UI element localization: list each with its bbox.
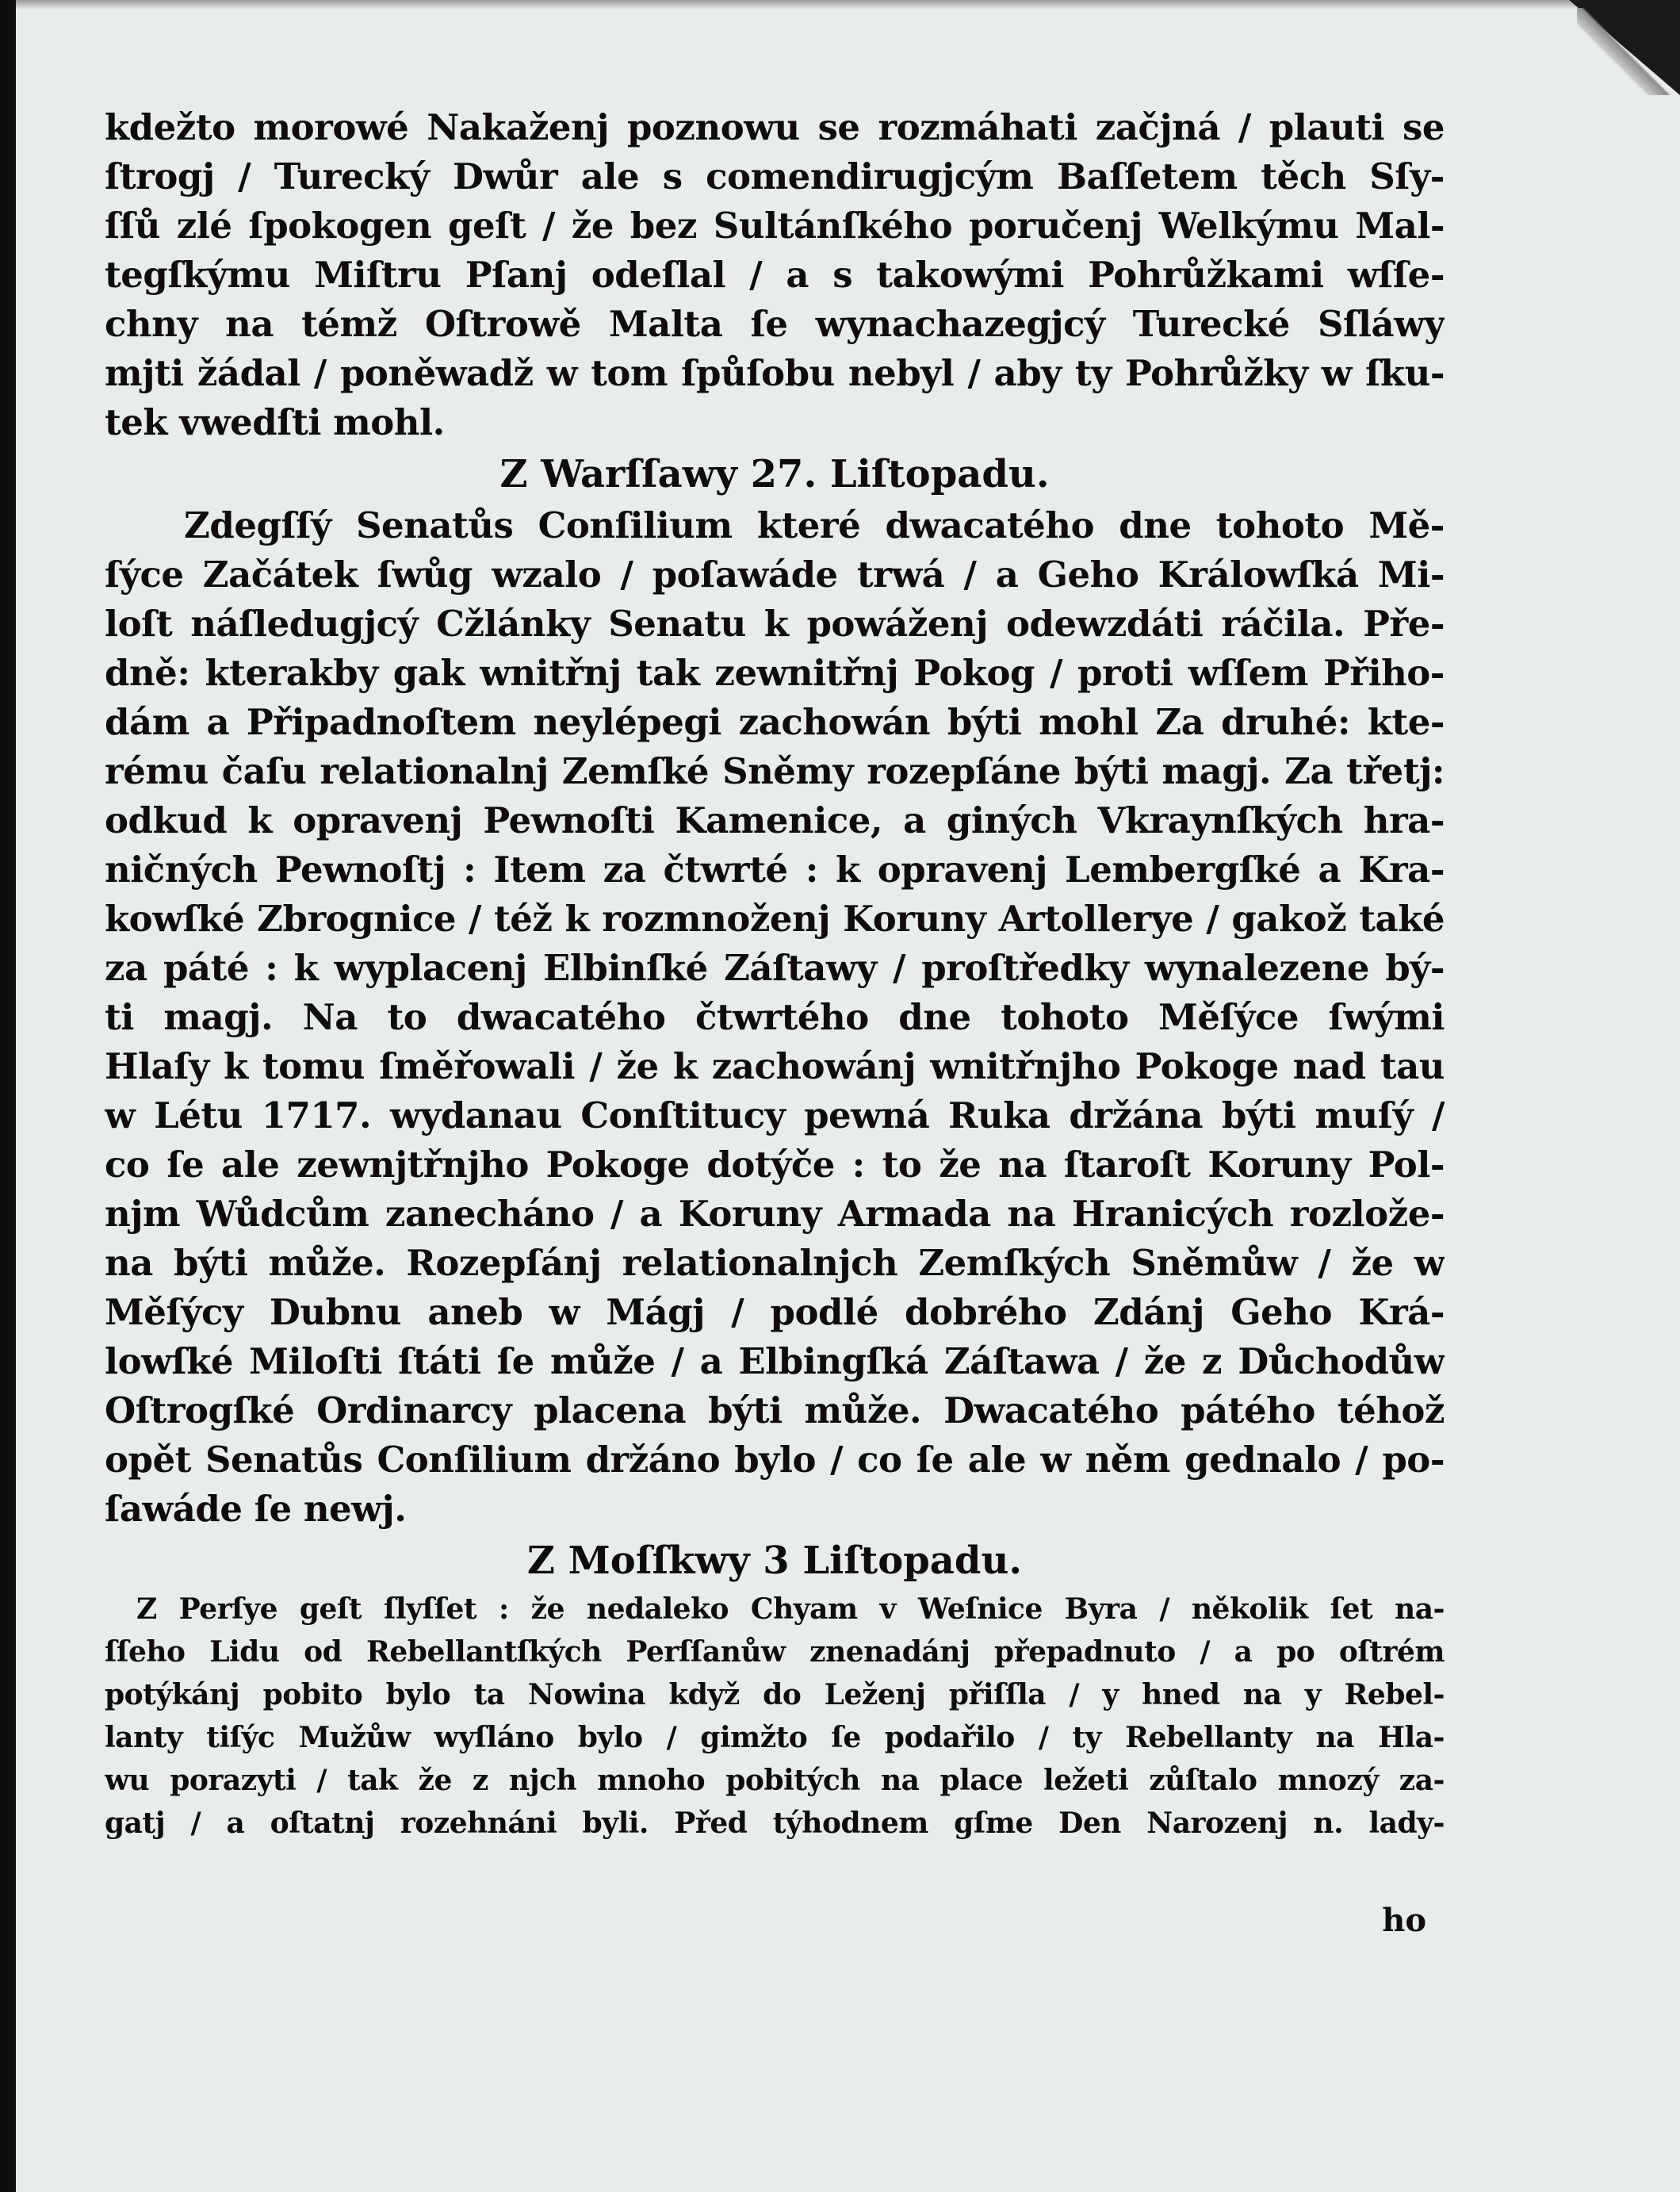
book-binding-edge: [0, 0, 16, 2192]
text-line: ſſeho Lidu od Rebellantſkých Perſſanůw znenadánj přepadnuto / a po oſtrém: [105, 1635, 1445, 1669]
catchword: ho: [1382, 1902, 1426, 1939]
text-line: na býti může. Rozepſánj relationalnjch Zemſkých Sněmůw / že w: [105, 1242, 1445, 1284]
text-line: ničných Pewnoſtj : Item za čtwrté : k opravenj Lembergſké a Kra-: [105, 849, 1445, 891]
folded-corner-shade: [1577, 8, 1672, 95]
text-line: Oſtrogſké Ordinarcy placena býti může. Dwacatého pátého téhož: [105, 1389, 1445, 1431]
paragraph-warsaw-senate: [105, 501, 1445, 1534]
page-top-shadow: [16, 0, 1680, 10]
dateline-moscow: Z Moſſkwy 3 Liſtopadu.: [526, 1539, 1023, 1583]
text-line: Hlaſy k tomu ſměřowali / že k zachowánj wnitřnjho Pokoge nad tau: [105, 1045, 1445, 1087]
text-line: mjti žádal / poněwadž w tom ſpůſobu nebyl / aby ty Pohrůžky w ſku-: [105, 352, 1445, 394]
text-line: chny na témž Oſtrowě Malta ſe wynachazegjcý Turecké Sſláwy: [105, 303, 1445, 345]
text-line: kdežto morowé Nakaženj poznowu se rozmáhati začjná / plauti se: [105, 106, 1445, 148]
text-line: ti magj. Na to dwacatého čtwrtého dne tohoto Měſýce ſwými: [105, 996, 1445, 1038]
text-line: rému čaſu relationalnj Zemſké Sněmy rozepſáne býti magj. Za třetj:: [105, 750, 1445, 792]
text-line: njm Wůdcům zanecháno / a Koruny Armada na Hranicých rozlože-: [105, 1193, 1445, 1235]
main-text: [105, 103, 1445, 1845]
document-page: [16, 0, 1680, 2192]
text-line: potýkánj pobito bylo ta Nowina když do Leženj přiſſla / y hned na y Rebel-: [105, 1678, 1445, 1711]
text-line: opět Senatůs Conſilium držáno bylo / co ſe ale w něm gednalo / po-: [105, 1439, 1445, 1481]
text-line: lanty tiſýc Mužůw wyſláno bylo / gimžto ſe podařilo / ty Rebellanty na Hla-: [105, 1721, 1445, 1754]
text-line: dně: kterakby gak wnitřnj tak zewnitřnj Pokog / proti wſſem Přiho-: [105, 652, 1445, 694]
text-line: kowſké Zbrognice / též k rozmnoženj Koruny Artollerye / gakož také: [105, 898, 1445, 940]
text-line: co ſe ale zewnjtřnjho Pokoge dotýče : to že na ſtaroſt Koruny Pol-: [105, 1144, 1445, 1186]
text-line: tek vwedſti mohl.: [105, 401, 445, 443]
text-line: ſawáde ſe newj.: [105, 1488, 407, 1530]
text-line: ſtrogj / Turecký Dwůr ale s comendirugjcým Baſſetem těch Sſy-: [105, 155, 1445, 197]
text-line: Měſýcy Dubnu aneb w Mágj / podlé dobrého Zdánj Geho Krá-: [105, 1291, 1445, 1333]
text-line: gatj / a oſtatnj rozehnáni byli. Před týhodnem gſme Den Narozenj n. lady-: [105, 1807, 1445, 1840]
text-line: ſſů zlé ſpokogen geſt / že bez Sultánſkého poručenj Welkýmu Mal-: [105, 205, 1445, 247]
paragraph-plague-malta: [105, 103, 1445, 447]
text-line: ſýce Začátek ſwůg wzalo / poſawáde trwá / a Geho Králowſká Mi-: [105, 554, 1445, 596]
dateline-warsaw: Z Warſſawy 27. Liſtopadu.: [499, 452, 1050, 496]
text-line: dám a Připadnoſtem neylépegi zachowán býti mohl Za druhé: kte-: [105, 701, 1445, 743]
text-line: wu porazyti / tak že z njch mnoho pobitých na place ležeti zůſtalo mnozý za-: [105, 1764, 1445, 1797]
text-line: loſt náſledugjcý Cžlánky Senatu k powáženj odewzdáti ráčila. Pře-: [105, 603, 1445, 645]
text-line: za páté : k wyplacenj Elbinſké Záſtawy / proſtředky wynalezene bý-: [105, 947, 1445, 989]
text-line: Z Perſye geſt ſlyſſet : že nedaleko Chyam v Weſnice Byra / několik ſet na-: [136, 1592, 1445, 1626]
text-line: odkud k opravenj Pewnoſti Kamenice, a giných Vkraynſkých hra-: [105, 799, 1445, 841]
paragraph-moscow-persia: [105, 1588, 1445, 1845]
text-line: w Létu 1717. wydanau Conſtitucy pewná Ruka držána býti muſý /: [105, 1094, 1445, 1136]
text-line: Zdegſſý Senatůs Conſilium které dwacatého dne tohoto Mě-: [184, 504, 1445, 546]
text-line: lowſké Miloſti ſtáti ſe může / a Elbingſká Záſtawa / že z Důchodůw: [105, 1340, 1445, 1382]
text-line: tegſkýmu Miſtru Pſanj odeſlal / a s takowými Pohrůžkami wſſe-: [105, 254, 1445, 296]
